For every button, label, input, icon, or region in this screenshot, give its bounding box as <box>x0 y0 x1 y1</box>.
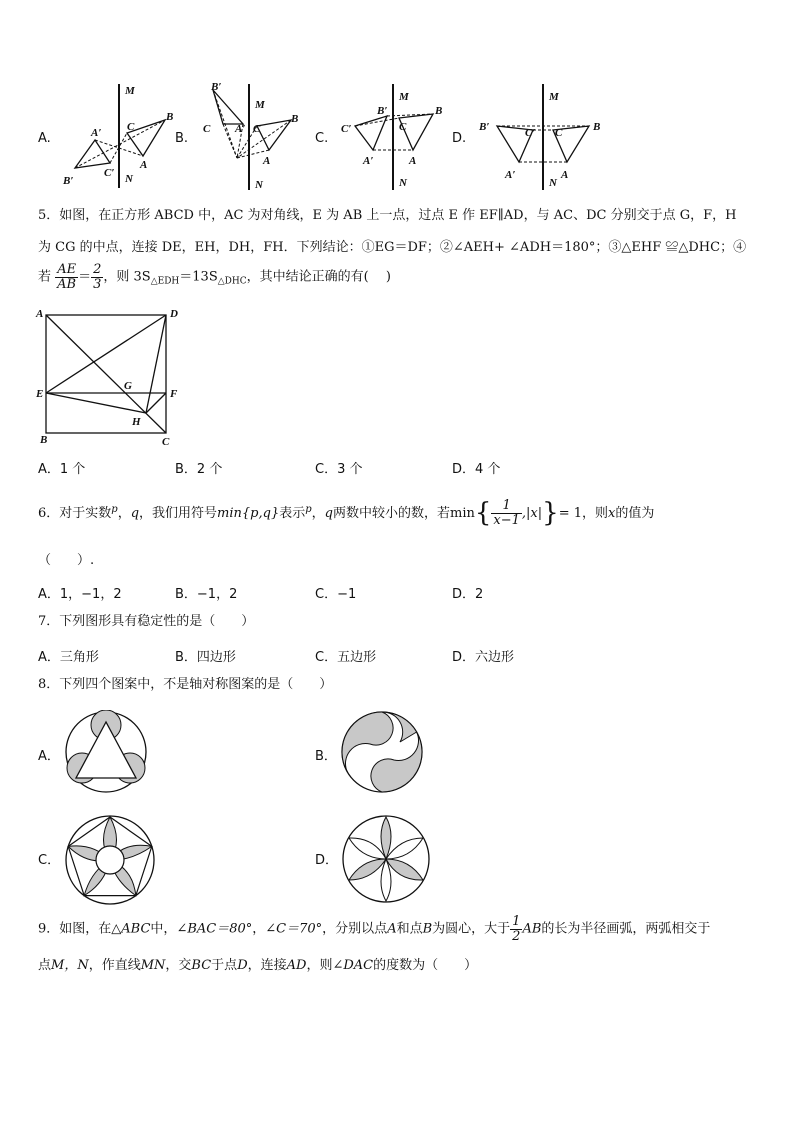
svg-text:A: A <box>561 169 569 181</box>
svg-text:C: C <box>127 121 135 133</box>
q8-pattern-d <box>340 813 432 905</box>
q4-option-d-label: D. <box>452 131 467 146</box>
q8-pattern-b <box>340 710 424 794</box>
q9-line-2: 点M，N，作直线MN，交BC于点D，连接AD，则∠DAC的度数为（ ） <box>38 958 478 973</box>
svg-text:H: H <box>132 416 141 428</box>
svg-text:C′: C′ <box>341 123 352 135</box>
q5-line-2: 为 CG 的中点，连接 DE，EH，DH，FH．下列结论：①EG＝DF；②∠AEH+ ∠ADH＝180°；③△EHF ≌△DHC；④ <box>38 240 747 255</box>
svg-text:C: C <box>203 123 211 135</box>
q5-option-c[interactable]: C．3 个 <box>315 462 363 477</box>
q6-line-1: 6．对于实数$^p$，q，我们用符号min{p,q}表示$^p$，q两数中较小的数，若min{ $\frac{1}{x-1}$ ,|x|}= 1，则x的值为 <box>38 498 655 529</box>
q4-option-b-label: B. <box>175 131 189 146</box>
svg-text:B′: B′ <box>63 175 74 187</box>
svg-text:B′: B′ <box>377 105 388 117</box>
q7-question: 7．下列图形具有稳定性的是（ ） <box>38 614 255 629</box>
svg-text:A: A <box>409 155 417 167</box>
svg-text:M: M <box>399 91 409 103</box>
q6-answer-paren: （ ）. <box>38 553 95 568</box>
q4-figure-a <box>55 78 175 193</box>
q8-option-b[interactable]: B． <box>315 749 337 764</box>
svg-text:C: C <box>555 127 563 139</box>
svg-text:N: N <box>399 177 407 189</box>
svg-text:C: C <box>253 123 261 135</box>
svg-text:A′: A′ <box>363 155 374 167</box>
svg-text:B′: B′ <box>479 121 490 133</box>
svg-text:B: B <box>166 111 174 123</box>
q6-option-d[interactable]: D．2 <box>452 587 484 602</box>
q5-option-b[interactable]: B．2 个 <box>175 462 223 477</box>
svg-text:C: C <box>399 121 407 133</box>
svg-text:B: B <box>435 105 443 117</box>
svg-text:M: M <box>255 99 265 111</box>
q4-figure-d <box>475 78 615 193</box>
svg-text:E: E <box>36 388 44 400</box>
q8-option-d[interactable]: D． <box>315 853 339 868</box>
svg-text:B: B <box>291 113 299 125</box>
q8-pattern-c <box>63 813 157 907</box>
svg-text:N: N <box>549 177 557 189</box>
label-m: M <box>125 85 135 97</box>
q5-option-a[interactable]: A．1 个 <box>38 462 86 477</box>
q4-figure-b <box>195 78 315 193</box>
svg-text:B: B <box>40 434 48 446</box>
q5-line-1: 5．如图，在正方形 ABCD 中，AC 为对角线，E 为 AB 上一点，过点 E 作 EF∥AD，与 AC、DC 分别交于点 G，F，H <box>38 208 737 223</box>
svg-text:M: M <box>549 91 559 103</box>
svg-text:A: A <box>140 159 148 171</box>
q4-figure-c <box>335 78 455 193</box>
q7-option-c[interactable]: C．五边形 <box>315 650 377 665</box>
q7-option-b[interactable]: B．四边形 <box>175 650 236 665</box>
svg-text:A′: A′ <box>91 127 102 139</box>
q8-option-c[interactable]: C． <box>38 853 61 868</box>
q6-option-a[interactable]: A．1，−1，2 <box>38 587 122 602</box>
q6-option-b[interactable]: B．−1，2 <box>175 587 238 602</box>
fraction-ae-ab: $\frac{AE}{AB}$ <box>57 262 77 292</box>
q7-option-d[interactable]: D．六边形 <box>452 650 515 665</box>
q8-option-a[interactable]: A． <box>38 749 60 764</box>
svg-text:A: A <box>263 155 271 167</box>
svg-text:C′: C′ <box>525 127 536 139</box>
svg-text:A: A <box>36 308 44 320</box>
q4-option-c-label: C. <box>315 131 329 146</box>
svg-text:D: D <box>170 308 178 320</box>
svg-text:C′: C′ <box>104 167 115 179</box>
q7-option-a[interactable]: A．三角形 <box>38 650 99 665</box>
q9-line-1: 9．如图，在△ABC中，∠BAC＝80°，∠C＝70°，分别以点A和点B为圆心，大于 $\frac{1}{2}$ AB的长为半径画弧，两弧相交于 <box>38 914 711 944</box>
svg-text:N: N <box>255 179 263 191</box>
svg-text:A′: A′ <box>505 169 516 181</box>
fraction-2-3: $\frac{2}{3}$ <box>93 262 102 292</box>
q5-square-figure <box>34 305 184 450</box>
q5-option-d[interactable]: D．4 个 <box>452 462 501 477</box>
q8-pattern-a <box>64 710 148 794</box>
svg-text:C: C <box>162 436 170 448</box>
label-n: N <box>125 173 133 185</box>
svg-text:F: F <box>170 388 178 400</box>
svg-text:A′: A′ <box>235 123 246 135</box>
q5-line-3: 若 $\frac{AE}{AB}$ ＝ $\frac{2}{3}$ ，则 $3S_{\triangle EDH}=13S_{\triangle DHC}$，其中结论正确的有( ) <box>38 262 391 292</box>
svg-text:G: G <box>124 380 132 392</box>
svg-text:B: B <box>593 121 601 133</box>
q8-question: 8．下列四个图案中，不是轴对称图案的是（ ） <box>38 677 333 692</box>
q4-option-a-label: A. <box>38 131 51 146</box>
svg-text:B′: B′ <box>211 81 222 93</box>
q6-option-c[interactable]: C．−1 <box>315 587 357 602</box>
